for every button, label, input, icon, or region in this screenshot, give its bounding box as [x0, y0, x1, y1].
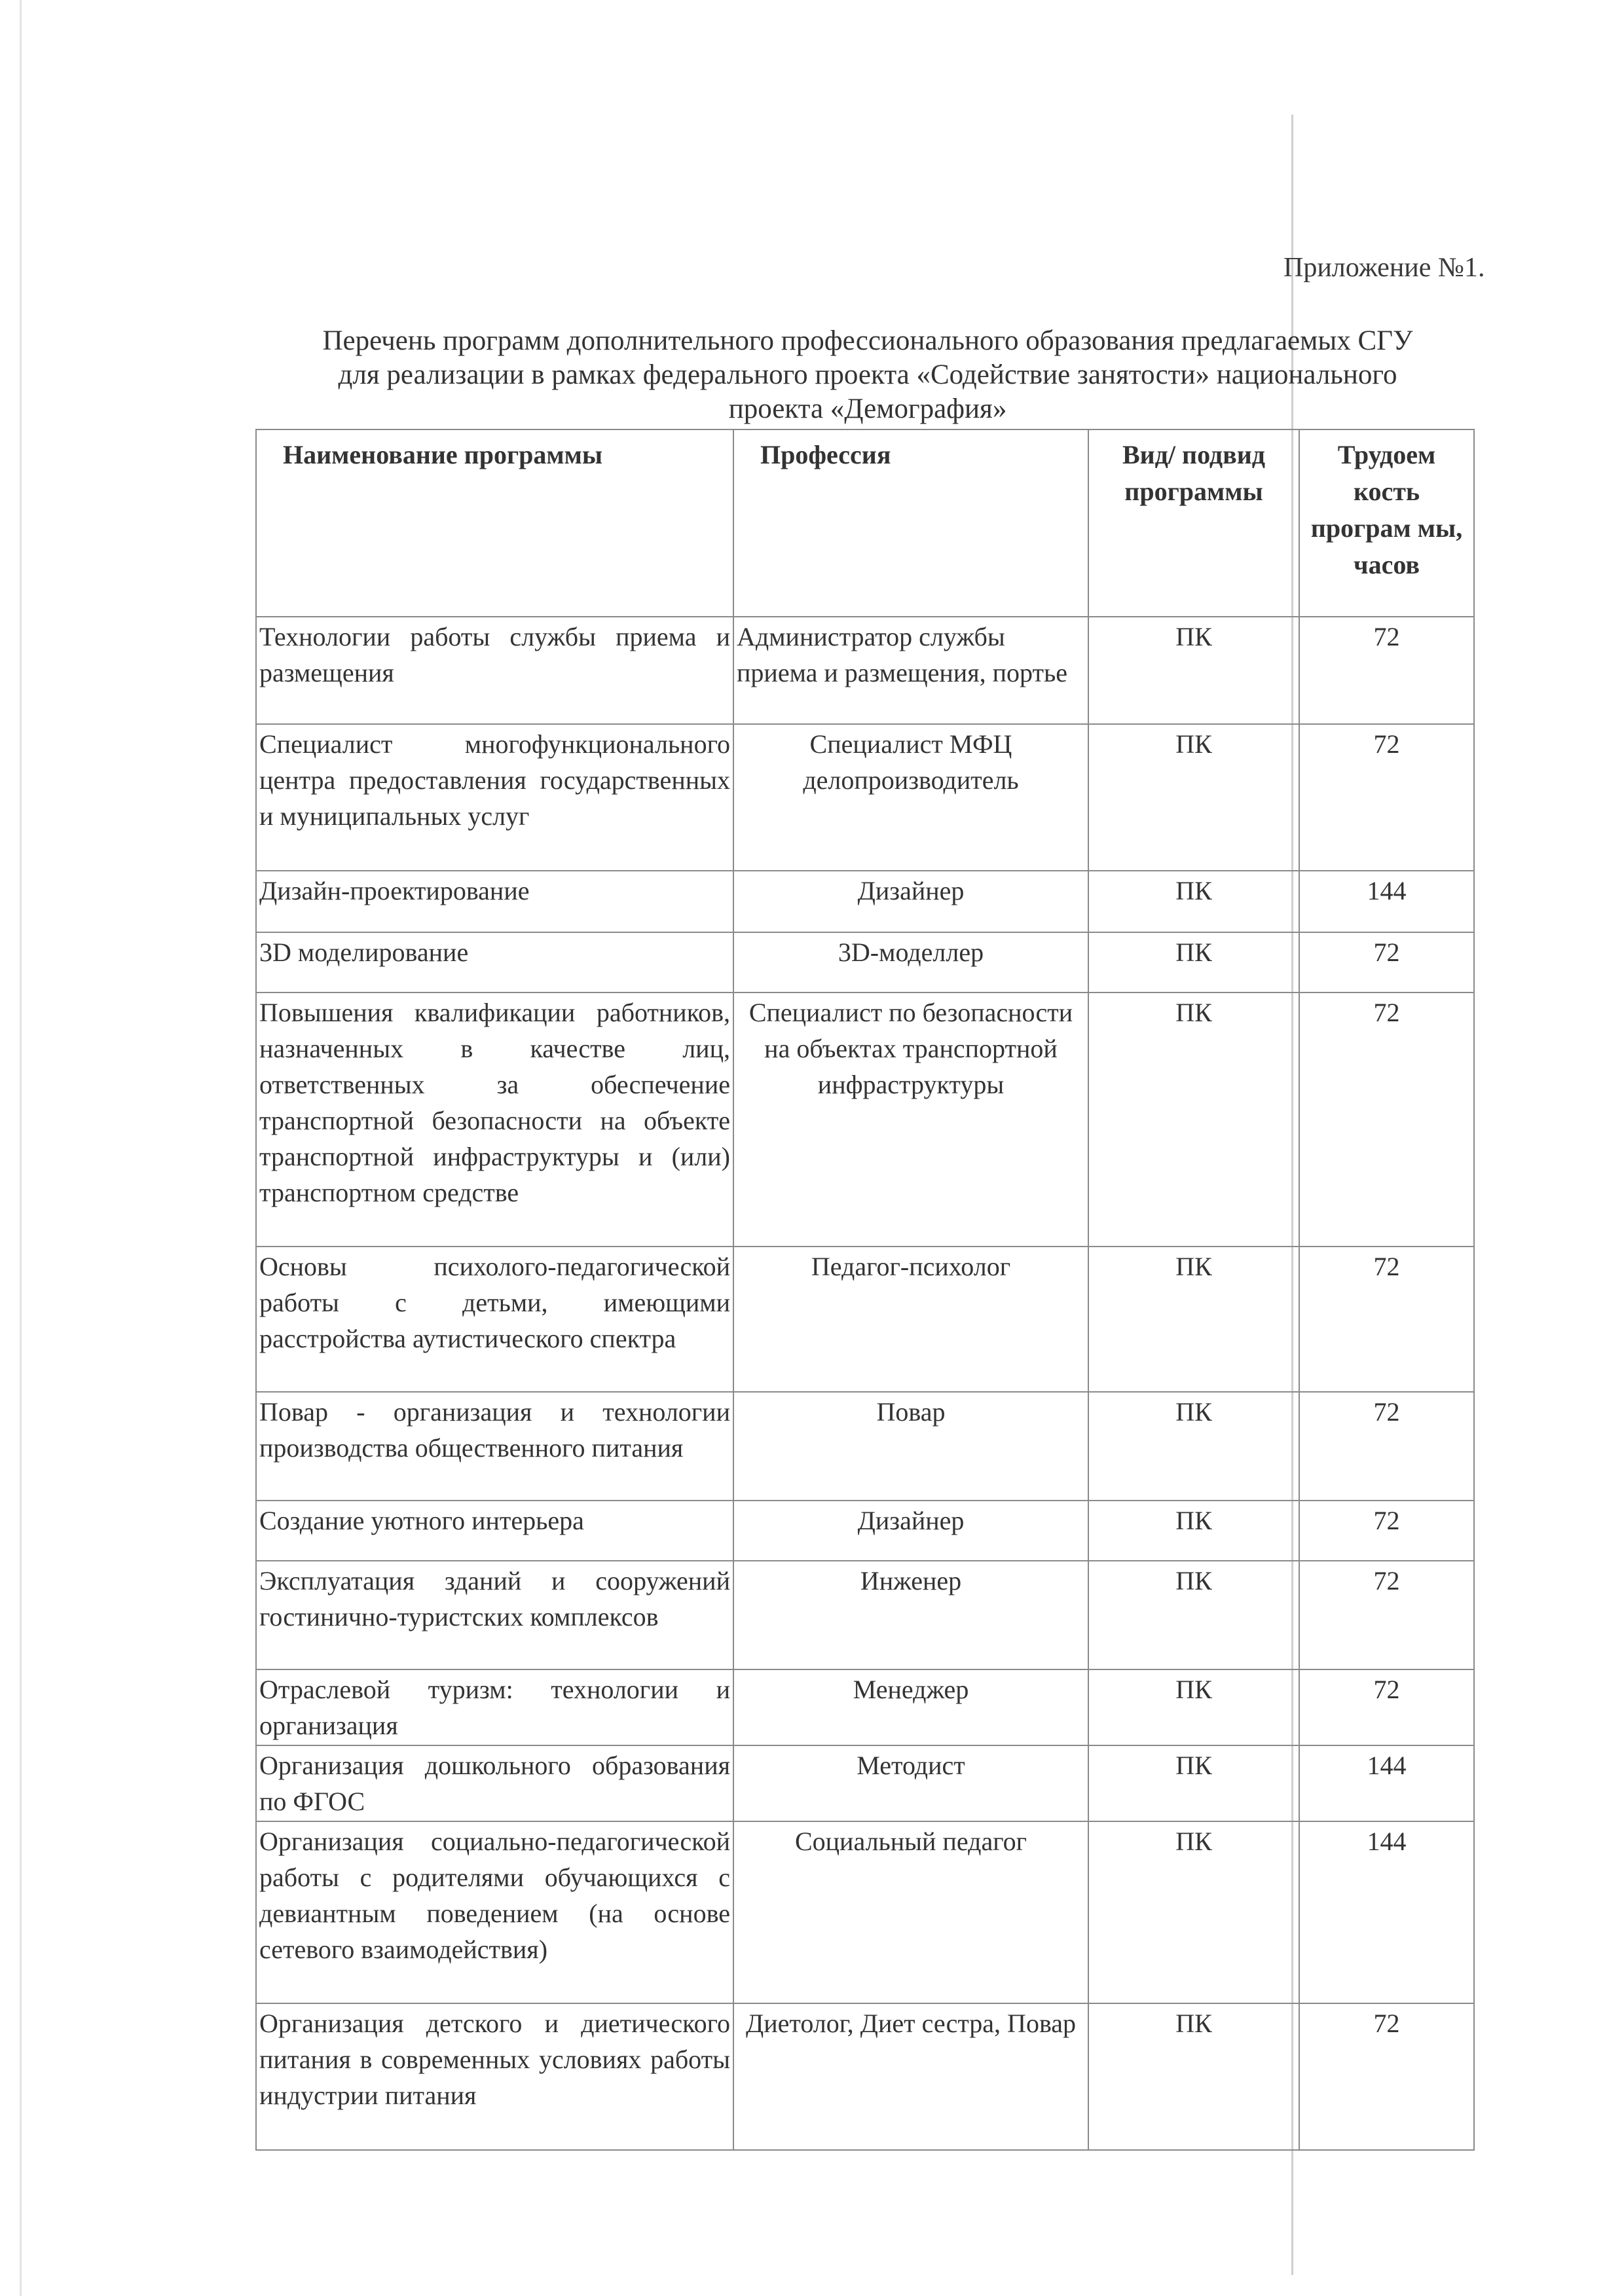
cell-profession: Повар [733, 1392, 1088, 1501]
table-row [256, 2003, 1474, 2150]
table-row [256, 932, 1474, 993]
table-row [256, 617, 1474, 724]
table-row [256, 993, 1474, 1247]
cell-profession: Специалист по безопасности на объектах транспортной инфраструктуры [733, 993, 1088, 1247]
cell-hours: 72 [1299, 1561, 1474, 1669]
cell-kind: ПК [1088, 1392, 1299, 1501]
appendix-label: Приложение №1. [1283, 253, 1485, 283]
cell-kind: ПК [1088, 932, 1299, 993]
cell-hours: 72 [1299, 1669, 1474, 1745]
cell-program-name: 3D моделирование [256, 932, 733, 993]
table-row [256, 1501, 1474, 1561]
cell-kind: ПК [1088, 1669, 1299, 1745]
cell-profession: Социальный педагог [733, 1821, 1088, 2003]
cell-hours: 72 [1299, 1392, 1474, 1501]
cell-kind: ПК [1088, 1821, 1299, 2003]
cell-kind: ПК [1088, 1561, 1299, 1669]
header-profession: Профессия [733, 429, 1088, 617]
document-title [242, 324, 1493, 426]
cell-program-name: Организация дошкольного образования по ФГОС [256, 1745, 733, 1821]
cell-kind: ПК [1088, 1501, 1299, 1561]
table-row [256, 871, 1474, 932]
cell-hours: 144 [1299, 1745, 1474, 1821]
cell-hours: 72 [1299, 932, 1474, 993]
cell-kind: ПК [1088, 724, 1299, 871]
cell-kind: ПК [1088, 871, 1299, 932]
cell-hours: 72 [1299, 993, 1474, 1247]
cell-profession: Педагог-психолог [733, 1247, 1088, 1392]
table-row [256, 1745, 1474, 1821]
cell-kind: ПК [1088, 1247, 1299, 1392]
cell-hours: 72 [1299, 2003, 1474, 2150]
table-row [256, 724, 1474, 871]
cell-profession: Диетолог, Диет сестра, Повар [733, 2003, 1088, 2150]
cell-hours: 72 [1299, 724, 1474, 871]
cell-profession: Администратор службы приема и размещения, портье [733, 617, 1088, 724]
cell-profession: Методист [733, 1745, 1088, 1821]
cell-program-name: Организация детского и диетического питания в современных условиях работы индустрии питания [256, 2003, 733, 2150]
cell-profession: Дизайнер [733, 1501, 1088, 1561]
scan-left-edge [20, 0, 22, 2296]
cell-program-name: Дизайн-проектирование [256, 871, 733, 932]
title-line-1: Перечень программ дополнительного профессионального образования предлагаемых СГУ [322, 325, 1413, 356]
cell-program-name: Технологии работы службы приема и размещения [256, 617, 733, 724]
header-program-name: Наименование программы [256, 429, 733, 617]
cell-program-name: Организация социально-педагогической работы с родителями обучающихся с девиантным поведением (на основе сетевого взаимодействия) [256, 1821, 733, 2003]
cell-kind: ПК [1088, 617, 1299, 724]
cell-hours: 72 [1299, 1247, 1474, 1392]
table-header-row [256, 429, 1474, 617]
cell-kind: ПК [1088, 1745, 1299, 1821]
cell-profession: Дизайнер [733, 871, 1088, 932]
cell-profession: Менеджер [733, 1669, 1088, 1745]
cell-program-name: Эксплуатация зданий и сооружений гостинично-туристских комплексов [256, 1561, 733, 1669]
cell-profession: 3D-моделлер [733, 932, 1088, 993]
cell-kind: ПК [1088, 993, 1299, 1247]
table-row [256, 1561, 1474, 1669]
cell-hours: 144 [1299, 871, 1474, 932]
programs-table [255, 429, 1475, 2151]
cell-program-name: Отраслевой туризм: технологии и организация [256, 1669, 733, 1745]
table-row [256, 1247, 1474, 1392]
cell-program-name: Повышения квалификации работников, назначенных в качестве лиц, ответственных за обеспечение транспортной безопасности на объекте транспортной инфраструктуры и (или) транспортном средстве [256, 993, 733, 1247]
table-row [256, 1392, 1474, 1501]
cell-profession: Инженер [733, 1561, 1088, 1669]
cell-program-name: Специалист многофункционального центра предоставления государственных и муниципальных услуг [256, 724, 733, 871]
title-line-3: проекта «Демография» [728, 393, 1007, 424]
cell-program-name: Повар - организация и технологии производства общественного питания [256, 1392, 733, 1501]
title-line-2: для реализации в рамках федерального проекта «Содействие занятости» национального [338, 359, 1397, 390]
table-row [256, 1669, 1474, 1745]
cell-program-name: Создание уютного интерьера [256, 1501, 733, 1561]
cell-hours: 72 [1299, 617, 1474, 724]
cell-hours: 72 [1299, 1501, 1474, 1561]
cell-profession: Специалист МФЦ делопроизводитель [733, 724, 1088, 871]
cell-kind: ПК [1088, 2003, 1299, 2150]
cell-hours: 144 [1299, 1821, 1474, 2003]
table-row [256, 1821, 1474, 2003]
header-program-kind: Вид/ подвид программы [1088, 429, 1299, 617]
cell-program-name: Основы психолого-педагогической работы с детьми, имеющими расстройства аутистического спектра [256, 1247, 733, 1392]
header-hours: Трудоем кость програм мы, часов [1299, 429, 1474, 617]
